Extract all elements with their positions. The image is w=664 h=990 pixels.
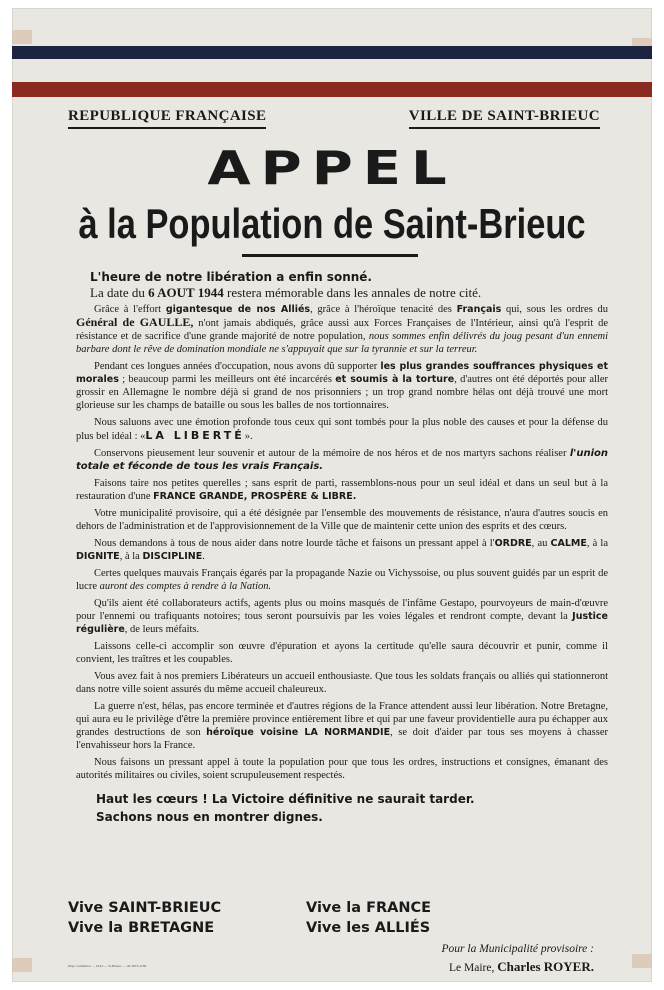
vivats: [68, 898, 488, 938]
text: La guerre n'est, hélas, pas encore terminée et d'autres régions de la France attendent aussi leur libération. Notre Bretagne, qui aura eu le privilège d'être la première province entièrement libre et qui par une faveur providentielle aura pu échapper aux grandes destructions de son: [76, 701, 608, 738]
poster-subtitle: à la Population de Saint-Brieuc: [78, 200, 586, 247]
lead-line-2: [90, 285, 608, 301]
text: , grâce à l'héroïque tenacité des: [310, 304, 457, 315]
paragraph-1: [76, 303, 608, 356]
emphasis: FRANCE GRANDE, PROSPÈRE & LIBRE.: [153, 491, 357, 502]
text: Grâce à l'effort: [94, 304, 166, 315]
emphasis: Justice régulière: [76, 611, 608, 635]
paragraph-10: Laissons celle-ci accomplir son œuvre d'épuration et ayons la certitude qu'elle saura découvrir et punir, comme il convient, les traîtres et les coupables.: [76, 641, 608, 665]
paragraph-11: Vous avez fait à nos premiers Libérateurs un accueil enthousiaste. Que tous les soldats français ou alliés qui stationneront dans notre ville soient assurés du même accueil chaleureux.: [76, 671, 608, 695]
italic-text: nous sommes enfin délivrés du joug pesant d'un ennemi barbare dont le rêve de domination mondiale ne s'appuyait que sur la tyrannie et sur la terreur.: [76, 331, 608, 355]
la-liberte: LA LIBERTÉ: [145, 429, 245, 442]
vivat-row: [68, 918, 488, 938]
vive-saint-brieuc: Vive SAINT-BRIEUC: [68, 900, 222, 916]
text: , à la: [119, 551, 143, 562]
paragraph-3: [76, 416, 608, 443]
emphasis: l'union totale et féconde de tous les vrais Français.: [76, 448, 608, 472]
emphasis: héroïque voisine LA NORMANDIE: [206, 727, 391, 738]
closing-line-2: Sachons nous en montrer dignes.: [96, 810, 323, 824]
text: , d'autres ont été déportés pour aller grossir en Allemagne le nombre déjà si grand de nos prisonniers ; un trop grand nombre hélas ont déjà trouvé une mort glorieuse sur les champs de bataille ou sous les balles de nos tortionnaires.: [76, 374, 609, 411]
italic-text: auront des comptes à rendre à la Nation.: [99, 581, 272, 592]
emphasis: ORDRE: [494, 538, 532, 549]
text: Conservons pieusement leur souvenir et autour de la mémoire de nos héros et de nos martyrs sachons réaliser: [94, 448, 570, 459]
text: Certes quelques mauvais Français égarés par la propagande Nazie ou Vichyssoise, ou plus souvent guidés par un esprit de lucre: [76, 568, 608, 592]
lead-text: restera mémorable dans les annales de notre cité.: [223, 285, 482, 300]
text: Qu'ils aient été collaborateurs actifs, agents plus ou moins masqués de l'infâme Gestapo, pourvoyeurs de main-d'œuvre pour l'ennemi ou trafiquants notoires; tous seront poursuivis par les voies légales et rendront compte, devant la: [76, 598, 608, 622]
paragraph-4: [76, 447, 608, 473]
text: Faisons taire nos petites querelles ; sans esprit de parti, rassemblons-nous pour un seul idéal et dans un seul but à la restauration d'une: [76, 478, 608, 502]
vive-la-france: Vive la FRANCE: [306, 900, 432, 916]
text: Nous saluons avec une émotion profonde tous ceux qui sont tombés pour la plus noble des causes et pour la défense du plus bel idéal : «: [76, 417, 608, 442]
mayor-name: Charles ROYER.: [497, 959, 594, 974]
title-rule: [242, 254, 418, 257]
emphasis: CALME: [550, 538, 587, 549]
paragraph-7: [76, 537, 608, 563]
closing-line-1: Haut les cœurs ! La Victoire définitive ne saurait tarder.: [96, 792, 475, 806]
signature-line: [442, 958, 594, 977]
header-ville: VILLE DE SAINT-BRIEUC: [409, 108, 600, 129]
emphasis: DIGNITE: [76, 551, 120, 562]
vive-la-bretagne: Vive la BRETAGNE: [68, 920, 215, 936]
emphasis: les plus grandes souffrances physiques et morales: [76, 361, 608, 385]
tape-mark: [632, 954, 652, 968]
paragraph-13: Nous faisons un pressant appel à toute la population pour que tous les ordres, instructions et consignes, émanant des autorités militaires ou civiles, soient scrupuleusement respectés.: [76, 757, 608, 781]
paragraph-8: [76, 567, 608, 593]
text: Pendant ces longues années d'occupation, nous avons dû supporter: [94, 361, 381, 372]
signature-block: [442, 941, 594, 977]
text: Nous demandons à tous de nous aider dans notre lourde tâche et faisons un pressant appel à l': [94, 538, 495, 549]
poster-body: [76, 270, 608, 826]
emphasis: Français: [456, 304, 502, 315]
emphasis: gigantesque de nos Alliés: [165, 304, 311, 315]
text: n'ont jamais abdiqués, grâce aussi aux Forces Françaises de l'Intérieur, ainsi qu'à l'esprit de résistance et de sacrifice d'une grande majorité de notre population,: [76, 318, 608, 342]
tape-mark: [12, 30, 32, 44]
poster-title: APPEL: [207, 142, 457, 196]
lead-date: 6 AOUT 1944: [148, 285, 224, 300]
paragraph-5: [76, 477, 608, 503]
text: , au: [531, 538, 551, 549]
vive-les-allies: Vive les ALLIÉS: [306, 920, 431, 936]
header-republique: REPUBLIQUE FRANÇAISE: [68, 108, 266, 129]
text: ; beaucoup parmi les meilleurs ont été incarcérés: [118, 374, 336, 385]
closing-lines: [96, 790, 608, 826]
text: qui, sous les ordres du: [501, 304, 608, 315]
lead-line-1: L'heure de notre libération a enfin sonné.: [90, 270, 372, 284]
signature-title: Pour la Municipalité provisoire :: [441, 943, 594, 955]
flag-stripe-blue: [12, 46, 652, 59]
vivat-row: [68, 898, 488, 918]
printer-imprint: Impr. Guillemot — 1944 — St-Brieuc — 46-3816 4180: [68, 964, 147, 968]
paragraph-9: [76, 597, 608, 636]
text: , se doit d'aider par tous ses moyens à chasser l'envahisseur hors la France.: [76, 727, 608, 751]
poster: [12, 8, 652, 982]
lead-text: La date du: [90, 285, 149, 300]
text: ».: [244, 431, 253, 442]
emphasis: et soumis à la torture: [335, 374, 455, 385]
signature-role: Le Maire,: [449, 962, 498, 974]
paragraph-2: [76, 360, 608, 412]
paragraph-6: Votre municipalité provisoire, qui a été désignée par l'ensemble des mouvements de résistance, n'aura d'autres soucis en dehors de l'administration et de l'approvisionnement de la Ville que de maintenir cette union des esprits et des cœurs.: [76, 508, 608, 532]
tape-mark: [12, 958, 32, 972]
text: , de leurs méfaits.: [124, 624, 200, 635]
text: .: [202, 551, 205, 562]
text: , à la: [586, 538, 608, 549]
emphasis: DISCIPLINE: [142, 551, 203, 562]
general-de-gaulle: Général de GAULLE,: [76, 315, 194, 329]
flag-stripe-red: [12, 82, 652, 97]
paragraph-12: [76, 700, 608, 752]
